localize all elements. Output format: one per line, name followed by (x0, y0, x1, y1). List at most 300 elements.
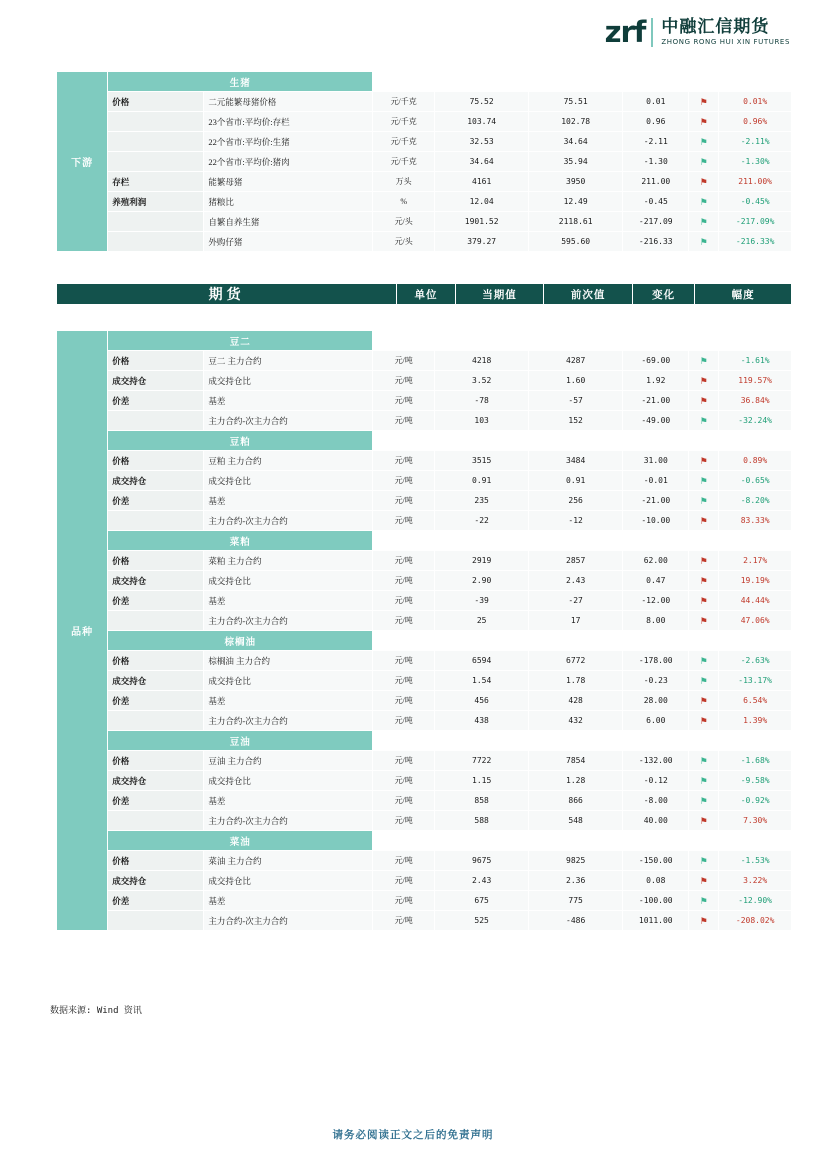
direction-flag-cell (689, 591, 719, 611)
row-unit: 元/吨 (373, 411, 435, 431)
row-group-blank (108, 611, 204, 631)
row-unit: 元/头 (373, 212, 435, 232)
row-unit: 元/千克 (373, 92, 435, 112)
row-group-blank (108, 112, 204, 132)
table-row (57, 651, 792, 671)
row-group-label: 价差 (108, 391, 204, 411)
row-group-blank (108, 232, 204, 252)
direction-flag-cell (689, 112, 719, 132)
row-pct-value: 2.17% (719, 551, 792, 571)
spacer-cell (373, 531, 435, 551)
row-previous-value: 12.49 (529, 192, 623, 212)
spacer-cell (373, 431, 435, 451)
row-change-value: 211.00 (623, 172, 689, 192)
row-previous-value: -27 (529, 591, 623, 611)
row-current-value: 235 (435, 491, 529, 511)
direction-flag-cell (689, 152, 719, 172)
row-pct-value: -8.20% (719, 491, 792, 511)
flag-up-icon: ⚑ (699, 515, 708, 526)
row-item-label: 棕榈油 主力合约 (204, 651, 373, 671)
row-change-value: 62.00 (623, 551, 689, 571)
direction-flag-cell (689, 511, 719, 531)
spacer-cell (623, 731, 689, 751)
spacer-cell (719, 431, 792, 451)
futures-band-row (57, 331, 792, 351)
spacer-cell (435, 631, 529, 651)
row-group-blank (108, 212, 204, 232)
row-unit: 万头 (373, 172, 435, 192)
row-current-value: 0.91 (435, 471, 529, 491)
row-current-value: 1.54 (435, 671, 529, 691)
row-previous-value: 35.94 (529, 152, 623, 172)
direction-flag-cell (689, 411, 719, 431)
direction-flag-cell (689, 192, 719, 212)
row-item-label: 成交持仓比 (204, 571, 373, 591)
flag-up-icon: ⚑ (699, 815, 708, 826)
table-row (57, 371, 792, 391)
futures-band-row (57, 831, 792, 851)
direction-flag-cell (689, 871, 719, 891)
row-change-value: -217.09 (623, 212, 689, 232)
logo-name-en: ZHONG RONG HUI XIN FUTURES (661, 38, 790, 47)
row-current-value: 7722 (435, 751, 529, 771)
row-item-label: 豆二 主力合约 (204, 351, 373, 371)
row-previous-value: 75.51 (529, 92, 623, 112)
row-item-label: 成交持仓比 (204, 871, 373, 891)
col-header-change: 变化 (632, 284, 694, 305)
row-item-label: 豆粕 主力合约 (204, 451, 373, 471)
row-current-value: 2.43 (435, 871, 529, 891)
spacer-cell (623, 331, 689, 351)
direction-flag-cell (689, 651, 719, 671)
spacer-cell (435, 831, 529, 851)
row-previous-value: 2118.61 (529, 212, 623, 232)
row-previous-value: 3484 (529, 451, 623, 471)
flag-down-icon: ⚑ (699, 675, 708, 686)
direction-flag-cell (689, 132, 719, 152)
row-item-label: 成交持仓比 (204, 471, 373, 491)
row-pct-value: -12.90% (719, 891, 792, 911)
row-change-value: -132.00 (623, 751, 689, 771)
row-pct-value: -217.09% (719, 212, 792, 232)
direction-flag-cell (689, 851, 719, 871)
row-item-label: 基差 (204, 591, 373, 611)
direction-flag-cell (689, 351, 719, 371)
row-current-value: 4218 (435, 351, 529, 371)
direction-flag-cell (689, 391, 719, 411)
direction-flag-cell (689, 911, 719, 931)
row-item-label: 23个省市:平均价:存栏 (204, 112, 373, 132)
row-unit: 元/吨 (373, 471, 435, 491)
row-current-value: 32.53 (435, 132, 529, 152)
flag-down-icon: ⚑ (699, 415, 708, 426)
table-row (57, 192, 792, 212)
row-item-label: 主力合约-次主力合约 (204, 511, 373, 531)
row-current-value: 858 (435, 791, 529, 811)
row-pct-value: -208.02% (719, 911, 792, 931)
flag-up-icon: ⚑ (699, 875, 708, 886)
row-current-value: 1.15 (435, 771, 529, 791)
direction-flag-cell (689, 751, 719, 771)
category-label-varieties: 品种 (57, 331, 108, 931)
row-item-label: 菜粕 主力合约 (204, 551, 373, 571)
band-title-0: 豆二 (108, 331, 373, 351)
row-previous-value: 34.64 (529, 132, 623, 152)
row-item-label: 二元能繁母猪价格 (204, 92, 373, 112)
row-change-value: 1.92 (623, 371, 689, 391)
row-pct-value: 47.06% (719, 611, 792, 631)
spacer-cell (529, 531, 623, 551)
direction-flag-cell (689, 571, 719, 591)
row-item-label: 基差 (204, 391, 373, 411)
flag-down-icon: ⚑ (699, 136, 708, 147)
spacer-cell (529, 831, 623, 851)
futures-header-table (56, 283, 792, 305)
row-group-blank (108, 132, 204, 152)
row-group-label: 价差 (108, 891, 204, 911)
row-change-value: -21.00 (623, 491, 689, 511)
row-current-value: 2919 (435, 551, 529, 571)
futures-band-row (57, 431, 792, 451)
row-previous-value: 102.78 (529, 112, 623, 132)
row-unit: 元/吨 (373, 351, 435, 371)
row-previous-value: 1.78 (529, 671, 623, 691)
row-current-value: 1901.52 (435, 212, 529, 232)
upstream-table (56, 71, 792, 252)
logo-mark: zrf (605, 18, 654, 47)
futures-table (56, 330, 792, 931)
row-unit: 元/吨 (373, 751, 435, 771)
row-previous-value: 1.60 (529, 371, 623, 391)
row-change-value: -0.12 (623, 771, 689, 791)
row-change-value: -21.00 (623, 391, 689, 411)
row-current-value: -78 (435, 391, 529, 411)
row-change-value: -0.45 (623, 192, 689, 212)
row-change-value: -150.00 (623, 851, 689, 871)
table-row (57, 172, 792, 192)
row-group-label: 价格 (108, 92, 204, 112)
row-group-label: 价格 (108, 451, 204, 471)
row-current-value: 588 (435, 811, 529, 831)
direction-flag-cell (689, 92, 719, 112)
row-previous-value: 2857 (529, 551, 623, 571)
table-row (57, 391, 792, 411)
spacer-cell (689, 531, 719, 551)
row-group-label: 价格 (108, 851, 204, 871)
row-unit: % (373, 192, 435, 212)
direction-flag-cell (689, 691, 719, 711)
table-row (57, 671, 792, 691)
row-previous-value: 0.91 (529, 471, 623, 491)
spacer-cell (435, 331, 529, 351)
row-group-blank (108, 711, 204, 731)
flag-down-icon: ⚑ (699, 795, 708, 806)
table-row (57, 691, 792, 711)
table-row (57, 471, 792, 491)
row-pct-value: -2.63% (719, 651, 792, 671)
row-previous-value: 6772 (529, 651, 623, 671)
row-pct-value: -1.53% (719, 851, 792, 871)
row-item-label: 基差 (204, 491, 373, 511)
table-row (57, 551, 792, 571)
row-unit: 元/吨 (373, 651, 435, 671)
row-current-value: 675 (435, 891, 529, 911)
row-group-blank (108, 152, 204, 172)
row-previous-value: 9825 (529, 851, 623, 871)
row-group-label: 存栏 (108, 172, 204, 192)
row-pct-value: -216.33% (719, 232, 792, 252)
row-unit: 元/吨 (373, 491, 435, 511)
row-group-label: 成交持仓 (108, 671, 204, 691)
row-current-value: 438 (435, 711, 529, 731)
row-group-blank (108, 911, 204, 931)
spacer-cell (719, 331, 792, 351)
row-previous-value: 17 (529, 611, 623, 631)
row-current-value: 4161 (435, 172, 529, 192)
row-previous-value: -12 (529, 511, 623, 531)
row-current-value: 525 (435, 911, 529, 931)
row-current-value: 34.64 (435, 152, 529, 172)
row-pct-value: -2.11% (719, 132, 792, 152)
row-pct-value: -9.58% (719, 771, 792, 791)
flag-up-icon: ⚑ (699, 375, 708, 386)
row-current-value: 379.27 (435, 232, 529, 252)
row-group-label: 养殖利润 (108, 192, 204, 212)
row-unit: 元/吨 (373, 511, 435, 531)
row-group-label: 价差 (108, 591, 204, 611)
spacer-cell (623, 431, 689, 451)
row-change-value: -178.00 (623, 651, 689, 671)
table-row (57, 791, 792, 811)
row-group-label: 成交持仓 (108, 471, 204, 491)
row-change-value: 0.08 (623, 871, 689, 891)
row-unit: 元/千克 (373, 112, 435, 132)
row-unit: 元/千克 (373, 152, 435, 172)
row-previous-value: 866 (529, 791, 623, 811)
spacer-cell (689, 431, 719, 451)
row-item-label: 菜油 主力合约 (204, 851, 373, 871)
flag-up-icon: ⚑ (699, 695, 708, 706)
row-pct-value: 0.96% (719, 112, 792, 132)
spacer-cell (623, 831, 689, 851)
row-change-value: -2.11 (623, 132, 689, 152)
table-row (57, 132, 792, 152)
spacer-cell (623, 631, 689, 651)
spacer-cell (529, 431, 623, 451)
direction-flag-cell (689, 671, 719, 691)
spacer-cell (373, 331, 435, 351)
row-current-value: 2.90 (435, 571, 529, 591)
row-pct-value: 83.33% (719, 511, 792, 531)
row-group-label: 成交持仓 (108, 571, 204, 591)
direction-flag-cell (689, 451, 719, 471)
row-previous-value: 595.60 (529, 232, 623, 252)
spacer-cell (689, 731, 719, 751)
spacer-cell (689, 831, 719, 851)
row-pct-value: -0.45% (719, 192, 792, 212)
table-row (57, 232, 792, 252)
row-unit: 元/吨 (373, 591, 435, 611)
spacer-cell (719, 731, 792, 751)
row-pct-value: 119.57% (719, 371, 792, 391)
spacer-cell (373, 731, 435, 751)
row-pct-value: 0.01% (719, 92, 792, 112)
row-pct-value: -1.61% (719, 351, 792, 371)
table-row (57, 851, 792, 871)
row-unit: 元/吨 (373, 711, 435, 731)
col-header-previous: 前次值 (544, 284, 633, 305)
row-change-value: 1011.00 (623, 911, 689, 931)
direction-flag-cell (689, 811, 719, 831)
row-item-label: 外购仔猪 (204, 232, 373, 252)
row-group-blank (108, 511, 204, 531)
flag-up-icon: ⚑ (699, 455, 708, 466)
spacer-cell (689, 631, 719, 651)
row-group-blank (108, 411, 204, 431)
row-pct-value: -0.65% (719, 471, 792, 491)
flag-down-icon: ⚑ (699, 775, 708, 786)
row-previous-value: 152 (529, 411, 623, 431)
spacer-cell (719, 72, 792, 92)
direction-flag-cell (689, 551, 719, 571)
row-current-value: 9675 (435, 851, 529, 871)
row-group-label: 价格 (108, 551, 204, 571)
row-change-value: 8.00 (623, 611, 689, 631)
futures-band-row (57, 531, 792, 551)
row-previous-value: 3950 (529, 172, 623, 192)
row-change-value: -100.00 (623, 891, 689, 911)
row-item-label: 主力合约-次主力合约 (204, 811, 373, 831)
band-title-3: 棕榈油 (108, 631, 373, 651)
row-pct-value: -32.24% (719, 411, 792, 431)
direction-flag-cell (689, 471, 719, 491)
row-item-label: 22个省市:平均价:生猪 (204, 132, 373, 152)
row-item-label: 成交持仓比 (204, 371, 373, 391)
row-previous-value: -57 (529, 391, 623, 411)
direction-flag-cell (689, 232, 719, 252)
row-group-label: 价格 (108, 351, 204, 371)
spacer-cell (435, 72, 529, 92)
row-pct-value: -13.17% (719, 671, 792, 691)
row-item-label: 主力合约-次主力合约 (204, 611, 373, 631)
band-title-hogs: 生猪 (108, 72, 373, 92)
row-unit: 元/头 (373, 232, 435, 252)
table-row (57, 751, 792, 771)
row-item-label: 主力合约-次主力合约 (204, 911, 373, 931)
flag-down-icon: ⚑ (699, 156, 708, 167)
table-row (57, 911, 792, 931)
row-group-label: 价差 (108, 491, 204, 511)
flag-up-icon: ⚑ (699, 595, 708, 606)
row-previous-value: 4287 (529, 351, 623, 371)
direction-flag-cell (689, 172, 719, 192)
row-item-label: 成交持仓比 (204, 671, 373, 691)
row-change-value: 31.00 (623, 451, 689, 471)
row-unit: 元/吨 (373, 791, 435, 811)
table-row (57, 152, 792, 172)
direction-flag-cell (689, 611, 719, 631)
row-previous-value: 428 (529, 691, 623, 711)
spacer-cell (529, 731, 623, 751)
row-unit: 元/吨 (373, 891, 435, 911)
spacer-cell (689, 72, 719, 92)
spacer-cell (623, 72, 689, 92)
row-current-value: 6594 (435, 651, 529, 671)
row-group-label: 价差 (108, 791, 204, 811)
row-group-label: 成交持仓 (108, 371, 204, 391)
band-title-2: 菜粕 (108, 531, 373, 551)
table-row (57, 511, 792, 531)
row-unit: 元/吨 (373, 451, 435, 471)
col-header-unit: 单位 (397, 284, 455, 305)
table-row (57, 891, 792, 911)
row-change-value: -1.30 (623, 152, 689, 172)
row-current-value: 103.74 (435, 112, 529, 132)
row-current-value: -22 (435, 511, 529, 531)
flag-down-icon: ⚑ (699, 475, 708, 486)
row-item-label: 能繁母猪 (204, 172, 373, 192)
row-item-label: 成交持仓比 (204, 771, 373, 791)
spacer-cell (435, 731, 529, 751)
row-item-label: 主力合约-次主力合约 (204, 711, 373, 731)
spacer-cell (373, 631, 435, 651)
logo-name-cn: 中融汇信期货 (661, 16, 770, 37)
category-label-downstream: 下游 (57, 72, 108, 252)
data-source-note: 数据来源: Wind 资讯 (50, 1006, 142, 1016)
table-row (57, 611, 792, 631)
row-previous-value: -486 (529, 911, 623, 931)
row-change-value: -12.00 (623, 591, 689, 611)
row-current-value: 25 (435, 611, 529, 631)
spacer-cell (719, 531, 792, 551)
flag-up-icon: ⚑ (699, 615, 708, 626)
table-row (57, 411, 792, 431)
flag-down-icon: ⚑ (699, 855, 708, 866)
row-item-label: 主力合约-次主力合约 (204, 411, 373, 431)
flag-up-icon: ⚑ (699, 575, 708, 586)
spacer-cell (373, 72, 435, 92)
spacer-cell (529, 631, 623, 651)
row-change-value: -8.00 (623, 791, 689, 811)
row-pct-value: 211.00% (719, 172, 792, 192)
row-item-label: 基差 (204, 791, 373, 811)
row-previous-value: 775 (529, 891, 623, 911)
row-change-value: 0.01 (623, 92, 689, 112)
flag-up-icon: ⚑ (699, 915, 708, 926)
band-title-1: 豆粕 (108, 431, 373, 451)
row-unit: 元/吨 (373, 611, 435, 631)
flag-down-icon: ⚑ (699, 236, 708, 247)
row-group-label: 价格 (108, 751, 204, 771)
row-previous-value: 548 (529, 811, 623, 831)
futures-section-title: 期货 (57, 284, 397, 305)
direction-flag-cell (689, 371, 719, 391)
row-pct-value: 44.44% (719, 591, 792, 611)
flag-down-icon: ⚑ (699, 355, 708, 366)
table-row (57, 92, 792, 112)
table-row (57, 871, 792, 891)
row-unit: 元/吨 (373, 391, 435, 411)
row-change-value: -49.00 (623, 411, 689, 431)
row-item-label: 基差 (204, 891, 373, 911)
row-unit: 元/吨 (373, 671, 435, 691)
row-unit: 元/吨 (373, 371, 435, 391)
flag-down-icon: ⚑ (699, 895, 708, 906)
table-row (57, 451, 792, 471)
flag-up-icon: ⚑ (699, 715, 708, 726)
row-change-value: -0.01 (623, 471, 689, 491)
row-pct-value: -1.30% (719, 152, 792, 172)
